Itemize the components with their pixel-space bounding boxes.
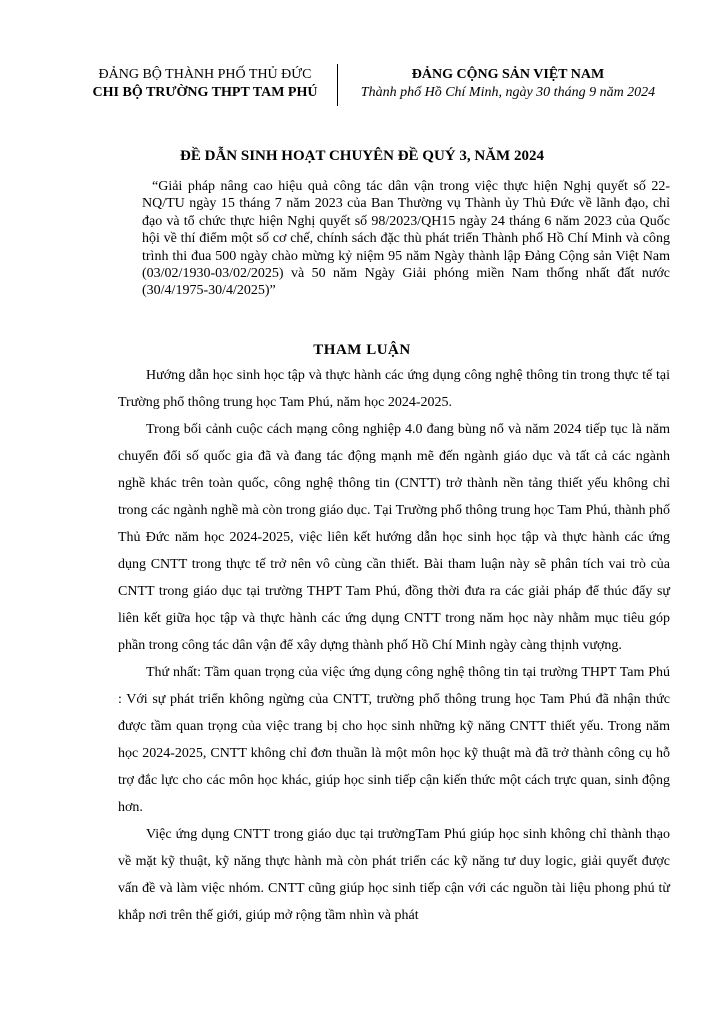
topic-quote: “Giải pháp nâng cao hiệu quả công tác dân vận trong việc thực hiện Nghị quyết số 22-NQ/TU ngày 15 tháng 7 năm 2023 của Ban Thường vụ Thành ủy Thủ Đức về lãnh đạo, chỉ đạo và tổ chức thực hiện Nghị quyết số 98/2023/QH15 ngày 24 tháng 6 năm 2023 của Quốc hội về thí điểm một số cơ chế, chính sách đặc thù phát triển Thành phố Hồ Chí Minh và công trình thi đua 500 ngày chào mừng kỷ niệm 95 năm Ngày thành lập Đảng Cộng sản Việt Nam (03/02/1930-03/02/2025) và 50 năm Ngày Giải phóng miền Nam thống nhất đất nước (30/4/1975-30/4/2025)”: [142, 179, 670, 299]
body-text: [118, 362, 670, 929]
paragraph-context: Trong bối cảnh cuộc cách mạng công nghiệp 4.0 đang bùng nổ và năm 2024 tiếp tục là năm chuyển đổi số quốc gia đã và đang tác động mạnh mẽ đến ngành giáo dục và tất cả các ngành nghề khác trên toàn quốc, công nghệ thông tin (CNTT) trở thành nền tảng thiết yếu không chỉ trong các ngành nghề mà còn trong giáo dục. Tại Trường phổ thông trung học Tam Phú, thành phố Thủ Đức năm học 2024-2025, việc liên kết hướng dẫn học sinh học tập và thực hành các ứng dụng CNTT trong thực tế trở nên vô cùng cần thiết. Bài tham luận này sẽ phân tích vai trò của CNTT trong giáo dục tại trường THPT Tam Phú, đồng thời đưa ra các giải pháp để thúc đẩy sự liên kết giữa học tập và thực hành các ứng dụng CNTT trong năm học này nhằm mục tiêu góp phần trong công tác dân vận để xây dựng thành phố Hồ Chí Minh ngày càng thịnh vượng.: [118, 422, 670, 653]
party-committee-name: ĐẢNG BỘ THÀNH PHỐ THỦ ĐỨC: [98, 67, 312, 82]
document-title: ĐỀ DẪN SINH HOẠT CHUYÊN ĐỀ QUÝ 3, NĂM 2024: [180, 148, 544, 164]
place-and-date: Thành phố Hồ Chí Minh, ngày 30 tháng 9 năm 2024: [360, 85, 656, 100]
national-header-block: [338, 66, 678, 102]
paragraph-first-point: Thứ nhất: Tầm quan trọng của việc ứng dụng công nghệ thông tin tại trường THPT Tam Phú : Với sự phát triển không ngừng của CNTT, trường phổ thông trung học Tam Phú đã nhận thức được tầm quan trọng của việc trang bị cho học sinh những kỹ năng CNTT thiết yếu. Trong năm học 2024-2025, CNTT không chỉ đơn thuần là một môn học kỹ thuật mà đã trở thành công cụ hỗ trợ đắc lực cho các môn học khác, giúp học sinh tiếp cận kiến thức một cách trực quan, sinh động hơn.: [118, 665, 670, 815]
party-national-title: ĐẢNG CỘNG SẢN VIỆT NAM: [411, 67, 605, 82]
issuing-organization-block: [80, 66, 330, 102]
section-heading: THAM LUẬN: [313, 342, 411, 358]
paragraph-intro: Hướng dẫn học sinh học tập và thực hành các ứng dụng công nghệ thông tin trong thực tế tại Trường phổ thông trung học Tam Phú, năm học 2024-2025.: [118, 368, 670, 410]
paragraph-application: Việc ứng dụng CNTT trong giáo dục tại trườngTam Phú giúp học sinh không chỉ thành thạo về mặt kỹ thuật, kỹ năng thực hành mà còn phát triển các kỹ năng tư duy logic, giải quyết được vấn đề và làm việc nhóm. CNTT cũng giúp học sinh tiếp cận với các nguồn tài liệu phong phú từ khắp nơi trên thế giới, giúp mở rộng tầm nhìn và phát: [118, 827, 670, 923]
party-cell-name: CHI BỘ TRƯỜNG THPT TAM PHÚ: [92, 85, 318, 100]
